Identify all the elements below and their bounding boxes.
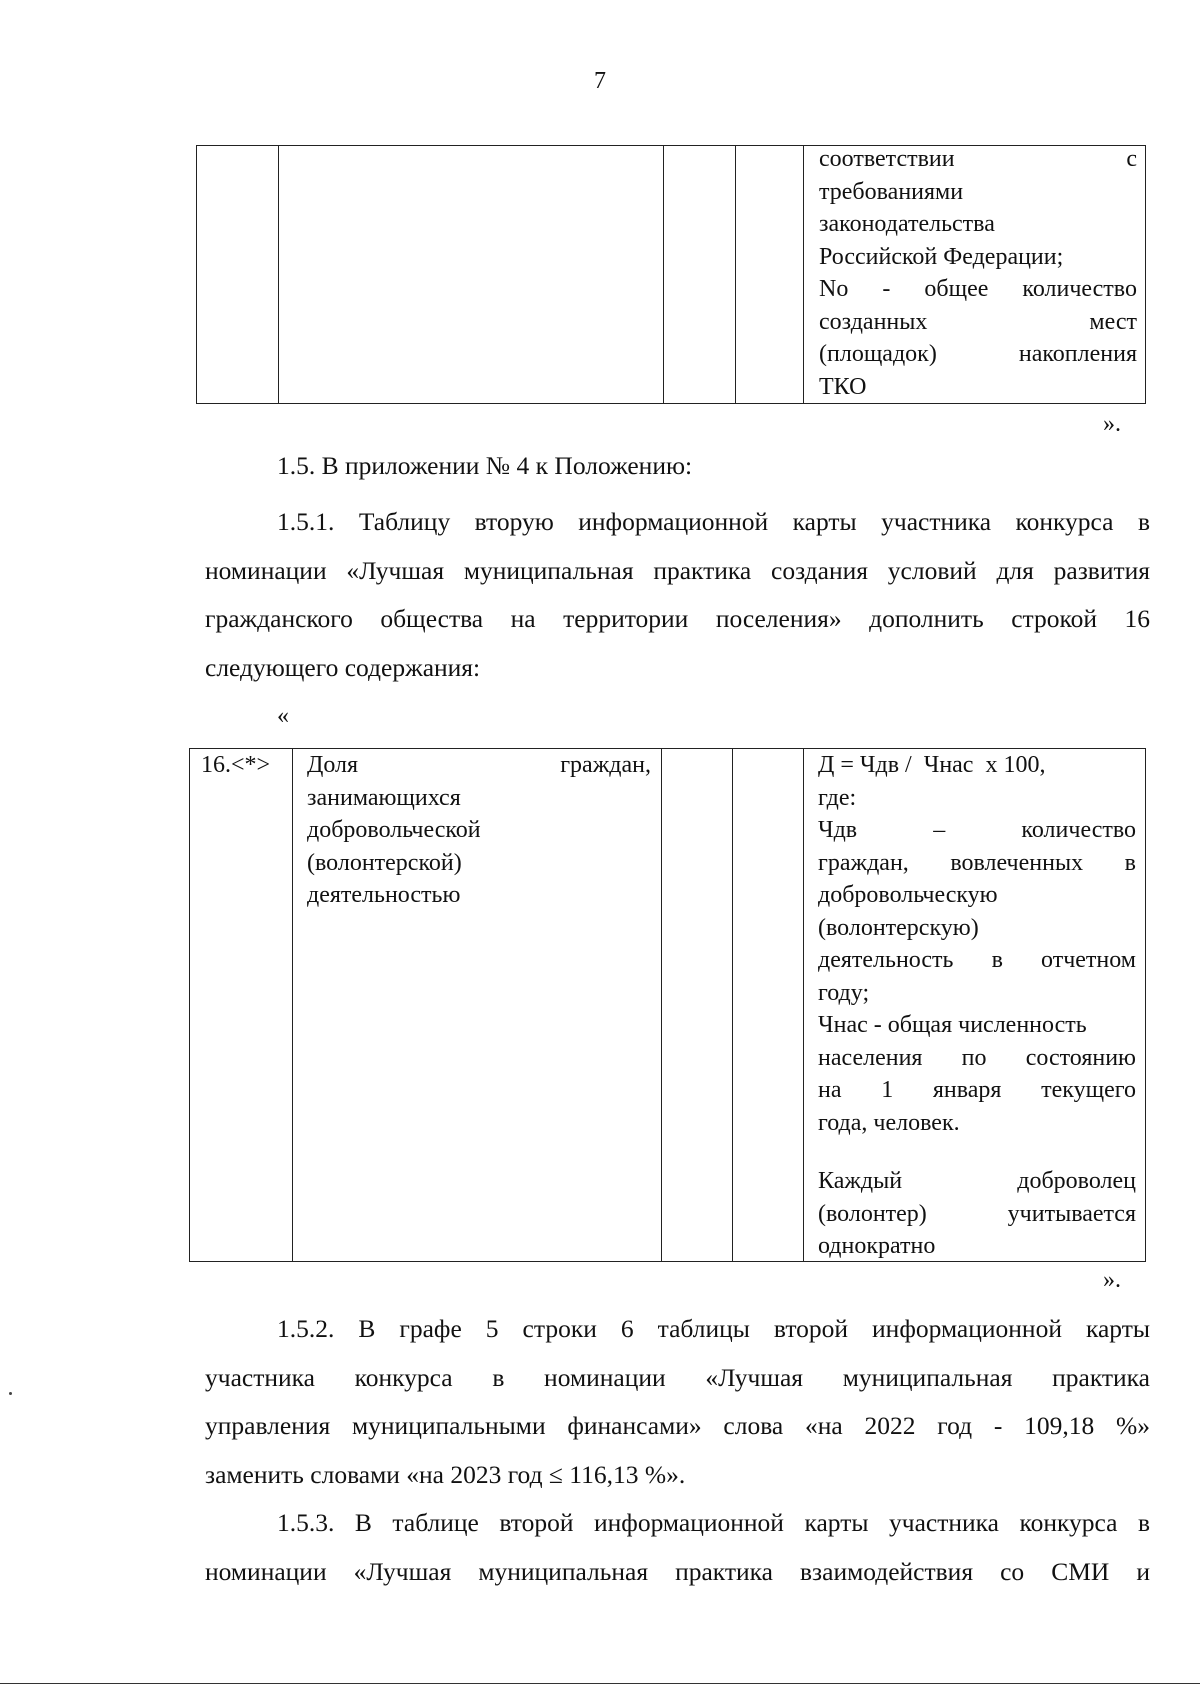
cell-text-line [307, 847, 651, 880]
closing-quote: ». [1103, 411, 1121, 437]
cell-word: (площадок) [819, 341, 937, 367]
cell-text-line [819, 273, 1137, 306]
column-divider [732, 749, 733, 1261]
cell-text-line [818, 1230, 1136, 1263]
cell-text-line [819, 176, 1137, 209]
cell-word: где: [818, 784, 857, 811]
paragraph-line: управления муниципальными финансами» слова «на 2022 год - 109,18 %» [205, 1411, 1150, 1440]
cell-word: отчетном [1041, 947, 1136, 973]
cell-text-line [818, 749, 1136, 782]
cell-word: Доля [307, 752, 359, 778]
cell-text-line [818, 1042, 1136, 1075]
cell-word: количество [1022, 276, 1137, 302]
cell-word: Чнас - общая численность [818, 1012, 1087, 1038]
table-cell-row-number: 16.<*> [201, 752, 271, 778]
cell-word: состоянию [1025, 1044, 1136, 1071]
cell-word: добровольческую [818, 882, 998, 908]
paragraph-1-5-3 [205, 1499, 1150, 1596]
cell-word: - [882, 276, 891, 302]
cell-word: населения [818, 1044, 923, 1071]
cell-word: количество [1021, 817, 1136, 843]
scan-speck [9, 1392, 12, 1395]
cell-text-line [307, 749, 651, 782]
cell-word: января [932, 1077, 1002, 1103]
cell-word: однократно [818, 1233, 936, 1259]
cell-text-line [818, 944, 1136, 977]
cell-text-line [307, 782, 651, 815]
cell-word: текущего [1041, 1077, 1136, 1103]
column-divider [661, 749, 662, 1261]
closing-quote: ». [1103, 1267, 1121, 1293]
cell-word: граждан, [560, 752, 651, 778]
cell-word: Чдв [818, 817, 858, 843]
cell-text-line [818, 1074, 1136, 1107]
paragraph-line: 1.5.2. В графе 5 строки 6 таблицы второй информационной карты [277, 1314, 1150, 1343]
cell-word: 1 [881, 1077, 894, 1103]
cell-word: законодательства [819, 211, 995, 237]
cell-word: мест [1089, 308, 1137, 335]
cell-text-line [819, 143, 1137, 176]
table-cell-note [818, 1165, 1136, 1263]
table-cell-formula-description [819, 143, 1137, 403]
cell-text-line [818, 879, 1136, 912]
cell-text-line [818, 912, 1136, 945]
paragraph-line: 1.5.1. Таблицу вторую информационной карты участника конкурса в [277, 507, 1150, 536]
cell-text-line [307, 814, 651, 847]
column-divider [803, 749, 804, 1261]
cell-word: на [818, 1077, 842, 1103]
column-divider [803, 146, 804, 403]
cell-word: (волонтерскую) [818, 914, 979, 941]
page-bottom-rule [0, 1683, 1200, 1684]
cell-word: года, человек. [818, 1109, 960, 1136]
cell-word: требованиями [819, 178, 964, 205]
cell-text-line [819, 208, 1137, 241]
cell-word: созданных [819, 308, 928, 335]
cell-word: Каждый [818, 1168, 903, 1194]
paragraph-1-5-1 [205, 498, 1150, 692]
cell-word: добровольческой [307, 817, 481, 843]
cell-word: учитывается [1007, 1200, 1136, 1227]
cell-word: накопления [1018, 341, 1137, 367]
cell-word: – [933, 817, 946, 843]
cell-text-line [819, 306, 1137, 339]
opening-quote: « [277, 703, 289, 729]
cell-text-line [818, 1009, 1136, 1042]
cell-word: общее [924, 276, 989, 302]
column-divider [735, 146, 736, 403]
cell-text-line [819, 371, 1137, 404]
cell-text-line [818, 782, 1136, 815]
paragraph-line: участника конкурса в номинации «Лучшая муниципальная практика [205, 1362, 1150, 1392]
cell-text-line [818, 814, 1136, 847]
cell-word: деятельность [818, 947, 954, 973]
paragraph-line: номинации «Лучшая муниципальная практика взаимодействия со СМИ и [205, 1556, 1150, 1586]
cell-word: деятельностью [307, 882, 461, 908]
cell-word: (волонтерской) [307, 849, 462, 876]
paragraph-line: 1.5.3. В таблице второй информационной карты участника конкурса в [277, 1508, 1150, 1537]
cell-text-line [818, 1165, 1136, 1198]
cell-word: (волонтер) [818, 1200, 927, 1227]
cell-word: граждан, [818, 849, 909, 876]
table-cell-indicator-name [307, 749, 651, 912]
cell-word: году; [818, 979, 870, 1006]
paragraph-1-5-2 [205, 1305, 1150, 1499]
paragraph-line: номинации «Лучшая муниципальная практика создания условий для развития [205, 555, 1150, 585]
cell-word: No [819, 276, 849, 302]
cell-text-line [818, 1107, 1136, 1140]
cell-word: по [961, 1044, 987, 1071]
column-divider [663, 146, 664, 403]
paragraph-line: гражданского общества на территории поселения» дополнить строкой 16 [205, 604, 1150, 633]
paragraph-1-5: 1.5. В приложении № 4 к Положению: [277, 451, 693, 480]
cell-word: вовлеченных [950, 849, 1084, 876]
cell-text-line [307, 879, 651, 912]
cell-word: в [1124, 849, 1136, 876]
cell-text-line [818, 847, 1136, 880]
page-number: 7 [594, 68, 606, 94]
cell-word: занимающихся [307, 784, 461, 811]
cell-word: с [1126, 146, 1137, 172]
paragraph-line: следующего содержания: [205, 652, 481, 682]
table-row-16 [189, 748, 1146, 1262]
column-divider [278, 146, 279, 403]
cell-text-line [819, 338, 1137, 371]
cell-word: в [991, 947, 1003, 973]
cell-word: доброволец [1017, 1168, 1136, 1194]
column-divider [292, 749, 293, 1261]
cell-word: соответствии [819, 146, 955, 172]
paragraph-line: заменить словами «на 2023 год ≤ 116,13 %». [205, 1459, 686, 1489]
table-cell-formula [818, 749, 1136, 1139]
cell-word: ТКО [819, 373, 867, 400]
cell-text-line [819, 241, 1137, 274]
cell-word: Д = Чдв / Чнас х 100, [818, 752, 1046, 778]
cell-word: Российской Федерации; [819, 243, 1064, 270]
cell-text-line [818, 977, 1136, 1010]
table-continuation [196, 145, 1146, 404]
cell-text-line [818, 1198, 1136, 1231]
